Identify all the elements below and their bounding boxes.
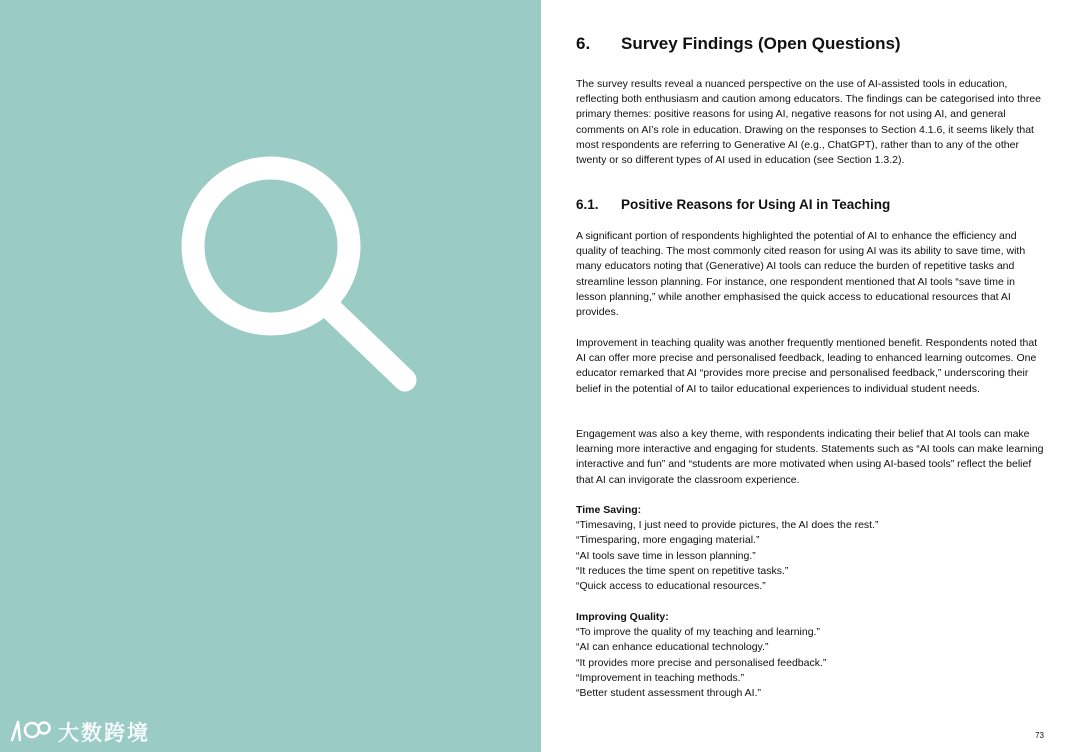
improving-quality-label: Improving Quality: — [576, 611, 669, 623]
intro-paragraph: The survey results reveal a nuanced perspective on the use of AI-assisted tools in education, reflecting both enthusiasm and caution among educators. The findings can be categorised into three primary themes: positive reasons for using AI, negative reasons for not using AI, and general comments on AI’s role in education. Drawing on the responses to Section 4.1.6, it seems likely that most respondents are referring to Generative AI (e.g., ChatGPT), rather than to any of the other twenty or so different types of AI used in education (see Section 1.3.2). — [576, 78, 1042, 167]
subsection-title: Positive Reasons for Using AI in Teaching — [621, 197, 891, 212]
quote-item: “AI tools save time in lesson planning.” — [576, 549, 756, 562]
body-paragraph: Engagement was also a key theme, with respondents indicating their belief that AI tools can make learning more interactive and engaging for students. Statements such as “AI tools can make learning interactive and fun” and “students are more motivated when using AI-based tools” reflect the belief that AI can invigorate the classroom experience. — [576, 428, 1044, 486]
document-page — [576, 0, 1048, 752]
quote-item: “It reduces the time spent on repetitive tasks.” — [576, 564, 789, 577]
quote-item: “To improve the quality of my teaching and learning.” — [576, 626, 820, 639]
section-title: Survey Findings (Open Questions) — [621, 34, 901, 53]
improving-quality-quotes — [576, 610, 1048, 701]
watermark — [8, 716, 150, 748]
quote-item: “It provides more precise and personalised feedback.” — [576, 656, 827, 669]
page-number: 73 — [1035, 731, 1044, 740]
quote-item: “AI can enhance educational technology.” — [576, 641, 769, 654]
section-number: 6. — [576, 34, 591, 53]
body-paragraph: Improvement in teaching quality was another frequently mentioned benefit. Respondents noted that AI can offer more precise and personalised feedback, leading to enhanced learning outcomes. One educator remarked that AI “provides more precise and personalised feedback,” underscoring their belief in the potential of AI to tailor educational experiences to individual student needs. — [576, 337, 1038, 395]
quote-item: “Timesaving, I just need to provide pictures, the AI does the rest.” — [576, 519, 879, 532]
body-paragraph: A significant portion of respondents highlighted the potential of AI to enhance the efficiency and quality of teaching. The most commonly cited reason for using AI was its ability to save time, with many educators noting that (Generative) AI tools can reduce the burden of repetitive tasks and streamline lesson planning. For instance, one respondent mentioned that AI tools “save time in lesson planning,” while another emphasised the quick access to educational resources that AI provides. — [576, 230, 1026, 319]
watermark-text: 大数跨境 — [58, 721, 150, 745]
quote-item: “Better student assessment through AI.” — [576, 687, 762, 700]
quote-item: “Quick access to educational resources.” — [576, 580, 766, 593]
time-saving-label: Time Saving: — [576, 504, 642, 516]
watermark-logo-icon — [8, 718, 52, 746]
magnifying-glass-icon — [160, 150, 430, 410]
quote-item: “Improvement in teaching methods.” — [576, 671, 745, 684]
quote-item: “Timesparing, more engaging material.” — [576, 534, 760, 547]
subsection-number: 6.1. — [576, 197, 599, 212]
section-heading — [576, 33, 1048, 55]
subsection-heading — [576, 196, 1048, 214]
time-saving-quotes — [576, 503, 1048, 594]
